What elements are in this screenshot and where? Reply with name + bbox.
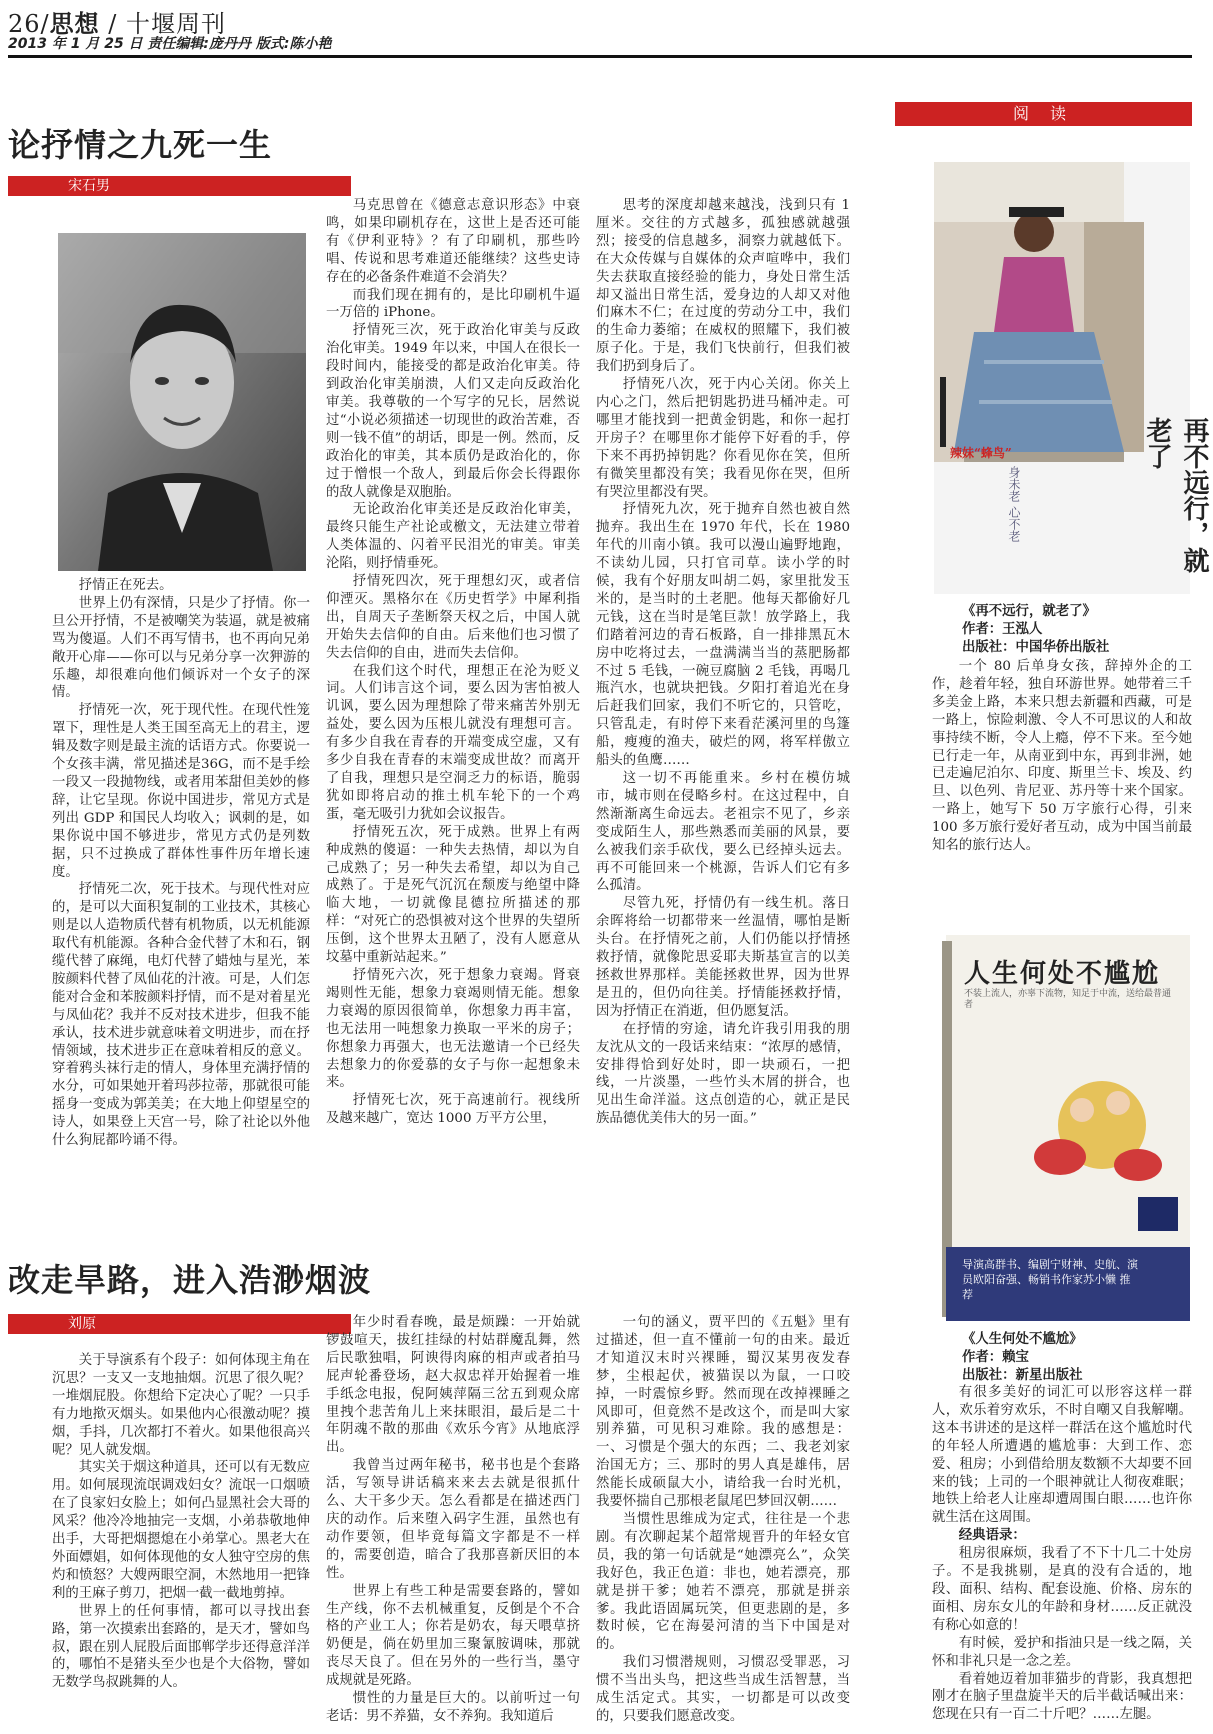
book2-author: 作者：赖宝: [962, 1349, 1029, 1365]
paragraph: 抒情死二次，死于技术。与现代性对应的，是可以大面积复制的工业技术，其核心则是以人造物质代替有机物质，以无机能源取代有机能源。各种合金代替了木和石，钢缆代替了麻绳，电灯代替了蜡烛与星光，苯胺颜料代替了凤仙花的汁液。可是，人们怎能对合金和苯胺颜料抒情，而不是对着星光与凤仙花？我并不反对技术进步，但我不能承认，技术进步就意味着文明进步，而在抒情领域，技术进步正在意味着相反的意义。穿着鸦头袜行走的情人，身体里充满抒情的水分，可如果她开着玛莎拉蒂，那就很可能摇身一变成为郭美美；在大地上仰望星空的诗人，如果登上天宫一号，除了社论以外他什么狗屁都吟诵不得。: [52, 882, 310, 1149]
book2-publisher: 出版社：新星出版社: [962, 1367, 1083, 1383]
page-number: 26/: [8, 10, 50, 38]
book1-author: 作者：王泓人: [962, 621, 1043, 637]
article2-author: 刘原: [8, 1314, 351, 1334]
book2-cover: [942, 935, 1190, 1321]
article2-column-1: [52, 1352, 310, 1692]
paragraph: 尽管九死，抒情仍有一线生机。落日余晖将给一切都带来一丝温情，哪怕是断头台。在抒情死之前，人们仍能以抒情拯救抒情，就像陀思妥耶夫斯基宣言的以美拯救世界那样。美能拯救世界，因为世界是丑的，但仍向往美。抒情能拯救抒情，因为抒情正在消逝，但仍愿复活。: [596, 896, 850, 1019]
quote: 看着她迈着加菲猫步的背影，我真想把刚才在脑子里盘旋半天的后半截话喊出来：您现在只有一百二十斤吧？……左腿。: [932, 1671, 1192, 1723]
quote: 有时候，爱护和指油只是一线之隔，关怀和非礼只是一念之差。: [932, 1635, 1192, 1669]
paragraph: 一个 80 后单身女孩，辞掉外企的工作，趁着年轻，独自环游世界。她带着三千多美金上路，本来只想去新疆和西藏，可是一路上，惊险刺激、令人不可思议的人和故事持续不断，令人上瘾，停不下来。至今她已行走一年，从南亚到中东，再到非洲，她已走遍尼泊尔、印度、斯里兰卡、埃及、约旦、以色列、肯尼亚、苏丹等十来个国家。一路上，她写下 50 万字旅行心得，引来 100 多万旅行爱好者互动，成为中国当前最知名的旅行达人。: [932, 659, 1192, 854]
paragraph: 在我们这个时代，理想正在沦为贬义词。人们讳言这个词，要么因为害怕被人讥讽，要么因为理想除了带来痛苦外别无益处，要么因为压根儿就没有理想可言。有多少自我在青春的开端变成空虚，又有多少自我在青春的末端变成世故？而离开了自我，理想只是空洞乏力的标语，脆弱犹如即将启动的推土机车轮下的一个鸡蛋，毫无吸引力犹如会议报告。: [326, 663, 580, 822]
book1-cover-title: 再不远行，就老了: [1142, 417, 1209, 573]
article2-column-3: [596, 1314, 850, 1726]
article1-title: 论抒情之九死一生: [8, 126, 273, 164]
book1-info: [962, 602, 1192, 656]
paragraph: 抒情死六次，死于想象力衰竭。肾衰竭则性无能，想象力衰竭则情无能。想象力衰竭的原因很简单，你想象力再丰富，也无法用一吨想象力换取一平米的房子；你想象力再强大，也无法邀请一个已经失去想象力的你爱慕的女子与你一起想象未来。: [326, 967, 580, 1091]
book2-cover-tagline: 不装上流人，亦辜下流物，知足于中流，送给最普通者: [964, 989, 1172, 1010]
paragraph: 其实关于烟这种道具，还可以有无数应用。如何展现流氓调戏妇女？流氓一口烟喷在了良家妇女脸上；如何凸显黑社会大哥的风采？他冷冷地抽完一支烟，小弟恭敬地伸出手，大哥把烟摁熄在小弟掌心。黑老大在外面嫖娼，如何体现他的女人独守空房的焦灼和愤怒？大嫂两眼空洞，木然地用一把锋利的王麻子剪刀，把烟一截一截地剪掉。: [52, 1460, 310, 1601]
book1-cover-tag: 辣妹“蜂鸟”: [950, 446, 1012, 460]
paragraph: 抒情死九次，死于抛弃自然也被自然抛弃。我出生在 1970 年代，长在 1980 年代的川南小镇。我可以漫山遍野地跑，不读幼儿园，只打官司草。读小学的时候，我有个好朋友叫胡二妈，家里批发玉米的，是当时的土老肥。他每天都偷好几元钱，这在当时是笔巨款！放学路上，我们踏着河边的青石板路，自一排排黑瓦木房中吃将过去，一盘满满当当的蒸肥肠都不过 5 毛钱，一碗豆腐脑 2 毛钱，再喝几瓶汽水，也就块把钱。夕阳打着追光在身后赶我们回家，我们不听它的，只管吃，只管乱走，有时停下来看茫溪河里的鸟篷船，瘦瘦的渔夫，破烂的网，将军样傲立船头的鱼鹰……: [596, 502, 850, 769]
book2-info: [962, 1330, 1192, 1384]
book1-title: 《再不远行，就老了》: [962, 603, 1096, 619]
paragraph: 年少时看春晚，最是烦躁：一开始就锣鼓喧天，拔红挂绿的村姑群魔乱舞，然后民歌独唱，阿谀得肉麻的相声或者拍马屁声轮番登场，赵大叔忠祥开始握着一堆手纸念电报，倪阿姨萍隔三岔五到观众席里拽个悲苦角儿上来抹眼泪，最后是二十年阴魂不散的那曲《欢乐今宵》从地底浮出。: [326, 1315, 580, 1456]
book2-cover-bottom: 导演高群书、编剧宁财神、史航、演员欧阳奋强、畅销书作家苏小懒 推荐: [962, 1258, 1138, 1301]
paragraph: 马克思曾在《德意志意识形态》中衰鸣，如果印刷机存在，这世上是否还可能有《伊利亚特》？有了印刷机，那些吟唱、传说和思考难道还能继续？这些史诗存在的必备条件难道不会消失？: [326, 198, 580, 285]
header-separator: /: [99, 10, 126, 38]
book2-title: 《人生何处不尴尬》: [962, 1331, 1083, 1347]
paragraph: 一句的涵义，贾平凹的《五魁》里有过描述，但一直不懂前一句的由来。最近才知道汉末时兴裸睡，蜀汉某男夜发春梦，尘根起伏，被猫误以为鼠，一口咬掉，一时震惊乡野。然而现在改掉裸睡之风即可，但竟然不是改这个，而是叫大家别养猫，可见积习难除。我的感想是：一、习惯是个强大的东西；二、我老刘家治国无方；三、那时的男人真是雄伟，居然能长成硕鼠大小，请给我一台时光机，我要怀揣自己那根老鼠尾巴梦回汉朝……: [596, 1315, 850, 1510]
article1-column-3: [596, 197, 850, 1128]
author-photo: [58, 233, 306, 571]
quote: 租房很麻烦，我看了不下十几二十处房子。不是我挑剔，是真的没有合适的，地段、面积、结构、配套设施、价格、房东的面相、房东女儿的年龄和身材……反正就没有称心如意的！: [932, 1546, 1192, 1633]
quotes-label: 经典语录：: [958, 1527, 1026, 1544]
book1-publisher: 出版社：中国华侨出版社: [962, 639, 1110, 655]
book1-description: [932, 658, 1192, 855]
book2-cover-title: 人生何处不尴尬: [964, 959, 1161, 989]
paragraph: 抒情死八次，死于内心关闭。你关上内心之门，然后把钥匙扔进马桶冲走。可哪里才能找到一把黄金钥匙，和你一起打开房子？在哪里你才能停下好看的手，停下来不再扔掉钥匙？你看见你在笑，但所有微笑里都没有笑；我看见你在哭，但所有哭泣里都没有哭。: [596, 377, 850, 500]
paragraph: 关于导演系有个段子：如何体现主角在沉思？一支又一支地抽烟。沉思了很久呢？一堆烟屁股。你想给下定决心了呢？一只手有力地揿灭烟头。如果他内心很激动呢？摸烟，手抖，几次都打不着火。如果他很高兴呢？见人就发烟。: [52, 1353, 310, 1458]
paragraph: 有很多美好的词汇可以形容这样一群人，欢乐着穷欢乐，不时自嘲又自我解嘲。这本书讲述的是这样一群活在这个尴尬时代的年轻人所遭遇的尴尬事：大到工作、恋爱、租房；小到借给朋友数额不大却要不回来的钱；上司的一个眼神就让人彻夜难眠；地铁上给老人让座却遭周围白眼……也许你就生活在这周围。: [932, 1385, 1192, 1526]
paragraph: 世界上仍有深情，只是少了抒情。你一旦公开抒情，不是被嘲笑为装逼，就是被痛骂为傻逼。人们不再写情书，也不再向兄弟敞开心扉——你可以与兄弟分享一次狎游的乐趣，却很难向他们倾诉对一个女子的深情。: [52, 595, 310, 701]
paragraph: 在抒情的穷途，请允许我引用我的朋友沈从文的一段话来结束：“浓厚的感情，安排得恰到好处时，即一块顽石，一把线，一片淡墨，一些竹头木屑的拼合，也见出生命洋溢。这点创造的心，就正是民族品德优美伟大的另一面。”: [596, 1021, 850, 1127]
book1-cover: [934, 162, 1209, 594]
article1-author: 宋石男: [8, 176, 351, 196]
article1-column-2: [326, 197, 580, 1128]
paragraph: 抒情死三次，死于政治化审美与反政治化审美。1949 年以来，中国人在很长一段时间内，能接受的都是政治化审美。待到政治化审美崩溃，人们又走向反政治化审美。我尊敬的一个写字的兄长，居然说过“小说必须描述一切现世的政治苦难，否则一钱不值”的胡话，即是一例。然而，反政治化的审美，其本质仍是政治化的，你过于憎恨一个敌人，到最后你会长得跟你的敌人就像是双胞胎。: [326, 323, 580, 500]
paragraph: 无论政治化审美还是反政治化审美，最终只能生产社论或檄文，无法建立带着人类体温的、闪着平民泪光的审美。审美沦陷，则抒情垂死。: [326, 502, 580, 572]
paragraph: 世界上有些工种是需要套路的，譬如生产线，你不去机械重复，反倒是个不合格的产业工人；你若是奶农，每天喂草挤奶便是，倘在奶里加三聚氰胺调味，那就丧尽天良了。但在另外的一些行当，墨守成规就是死路。: [326, 1583, 580, 1689]
paragraph: 抒情正在死去。: [78, 578, 173, 593]
paper-name: 十堰周刊: [125, 10, 226, 38]
date-editor-line: 2013 年 1 月 25 日 责任编辑:庞丹丹 版式:陈小艳: [8, 36, 332, 52]
paragraph: 抒情死四次，死于理想幻灭，或者信仰湮灭。黑格尔在《历史哲学》中犀利指出，自周天子垄断祭天权之后，中国人就开始失去信仰的自由。后来他们也习惯了失去信仰的自由，进而失去信仰。: [326, 574, 580, 661]
paragraph: 我们习惯潜规则，习惯忍受罪恶，习惯不当出头鸟，把这些当成生活智慧，当成生活定式。其实，一切都是可以改变的，只要我们愿意改变。: [596, 1655, 850, 1724]
book1-cover-small: 身未老 心不老: [1007, 466, 1021, 542]
header-rule: [8, 55, 1192, 58]
paragraph: 思考的深度却越来越浅，浅到只有 1 厘米。交往的方式越多，孤独感就越强烈；接受的信息越多，洞察力就越低下。在大众传媒与自媒体的众声喧哗中，我们失去获取直接经验的能力，身处日常生活却又溢出日常生活，爱身边的人却又对他们麻木不仁；在过度的劳动分工中，我们的生命力萎缩；在威权的照耀下，我们被原子化。于是，我们飞快前行，但我们被我们扔到身后了。: [596, 198, 850, 375]
paragraph: 当惯性思维成为定式，往往是一个悲剧。有次聊起某个超常规晋升的年轻女官员，我的第一句话就是“她漂亮么”，众笑我好色，我正色道：非也，她若漂亮，那就是拼干爹；她若不漂亮，那就是拼亲爹。我此语固属玩笑，但更悲剧的是，多数时候，它在海晏河清的当下中国是对的。: [596, 1511, 850, 1653]
paragraph: 这一切不再能重来。乡村在模仿城市，城市则在侵略乡村。在这过程中，自然渐渐离生命远去。老祖宗不见了，乡亲变成陌生人，那些熟悉而美丽的风景，要么被我们亲手砍伐，要么已经掉头远去。再不可能回来一个桃源，告诉人们它有多么孤清。: [596, 771, 850, 894]
paragraph: 而我们现在拥有的，是比印刷机牛逼一万倍的 iPhone。: [326, 287, 580, 321]
reading-section-label: 阅 读: [895, 102, 1192, 126]
article2-title: 改走旱路，进入浩渺烟波: [8, 1261, 372, 1299]
paragraph: 抒情死五次，死于成熟。世界上有两种成熟的傻逼：一种失去热情，却以为自己成熟了；另一种失去希望，却以为自己成熟了。于是死气沉沉在颓废与绝望中降临大地，一切就像昆德拉所描述的那样：“对死亡的恐惧被对这个世界的失望所压倒，这个世界太丑陋了，没有人愿意从坟墓中重新站起来。”: [326, 824, 580, 966]
paragraph: 我曾当过两年秘书，秘书也是个套路活，写领导讲话稿来来去去就是很抓什么、大干多少天。怎么看都是在描述西门庆的动作。后来堕入码字生涯，虽然也有动作要领，但毕竟每篇文字都是不一样的，需要创造，暗合了我那喜新厌旧的本性。: [326, 1458, 580, 1581]
article1-column-1: [52, 577, 310, 1150]
paragraph: 抒情死一次，死于现代性。在现代性笼罩下，理性是人类王国至高无上的君主，逻辑及数字则是最主流的话语方式。你要说一个女孩丰满，常见描述是36G，而不是手绘一段又一段抛物线，或者用苯甜但美妙的修辞，让它呈现。你说中国进步，常见方式是列出 GDP 和国民人均收入；讽刺的是，如果你说中国不够进步，常见方式仍是列数据，只不过换成了群体性事件历年增长速度。: [52, 703, 310, 880]
book2-description: [932, 1384, 1192, 1724]
paragraph: 抒情死七次，死于高速前行。视线所及越来越广，宽达 1000 万平方公里，: [326, 1093, 580, 1127]
section-name: 思想: [49, 9, 100, 38]
article2-column-2: [326, 1314, 580, 1726]
paragraph: 世界上的任何事情，都可以寻找出套路，第一次摸索出套路的，是天才，譬如鸟叔，跟在别人屁股后面邯郸学步还得意洋洋的，哪怕不是猪头至少也是个大俗物，譬如无数学鸟叔跳舞的人。: [52, 1603, 310, 1691]
paragraph: 惯性的力量是巨大的。以前听过一句老话：男不养猫，女不养狗。我知道后: [326, 1691, 580, 1724]
